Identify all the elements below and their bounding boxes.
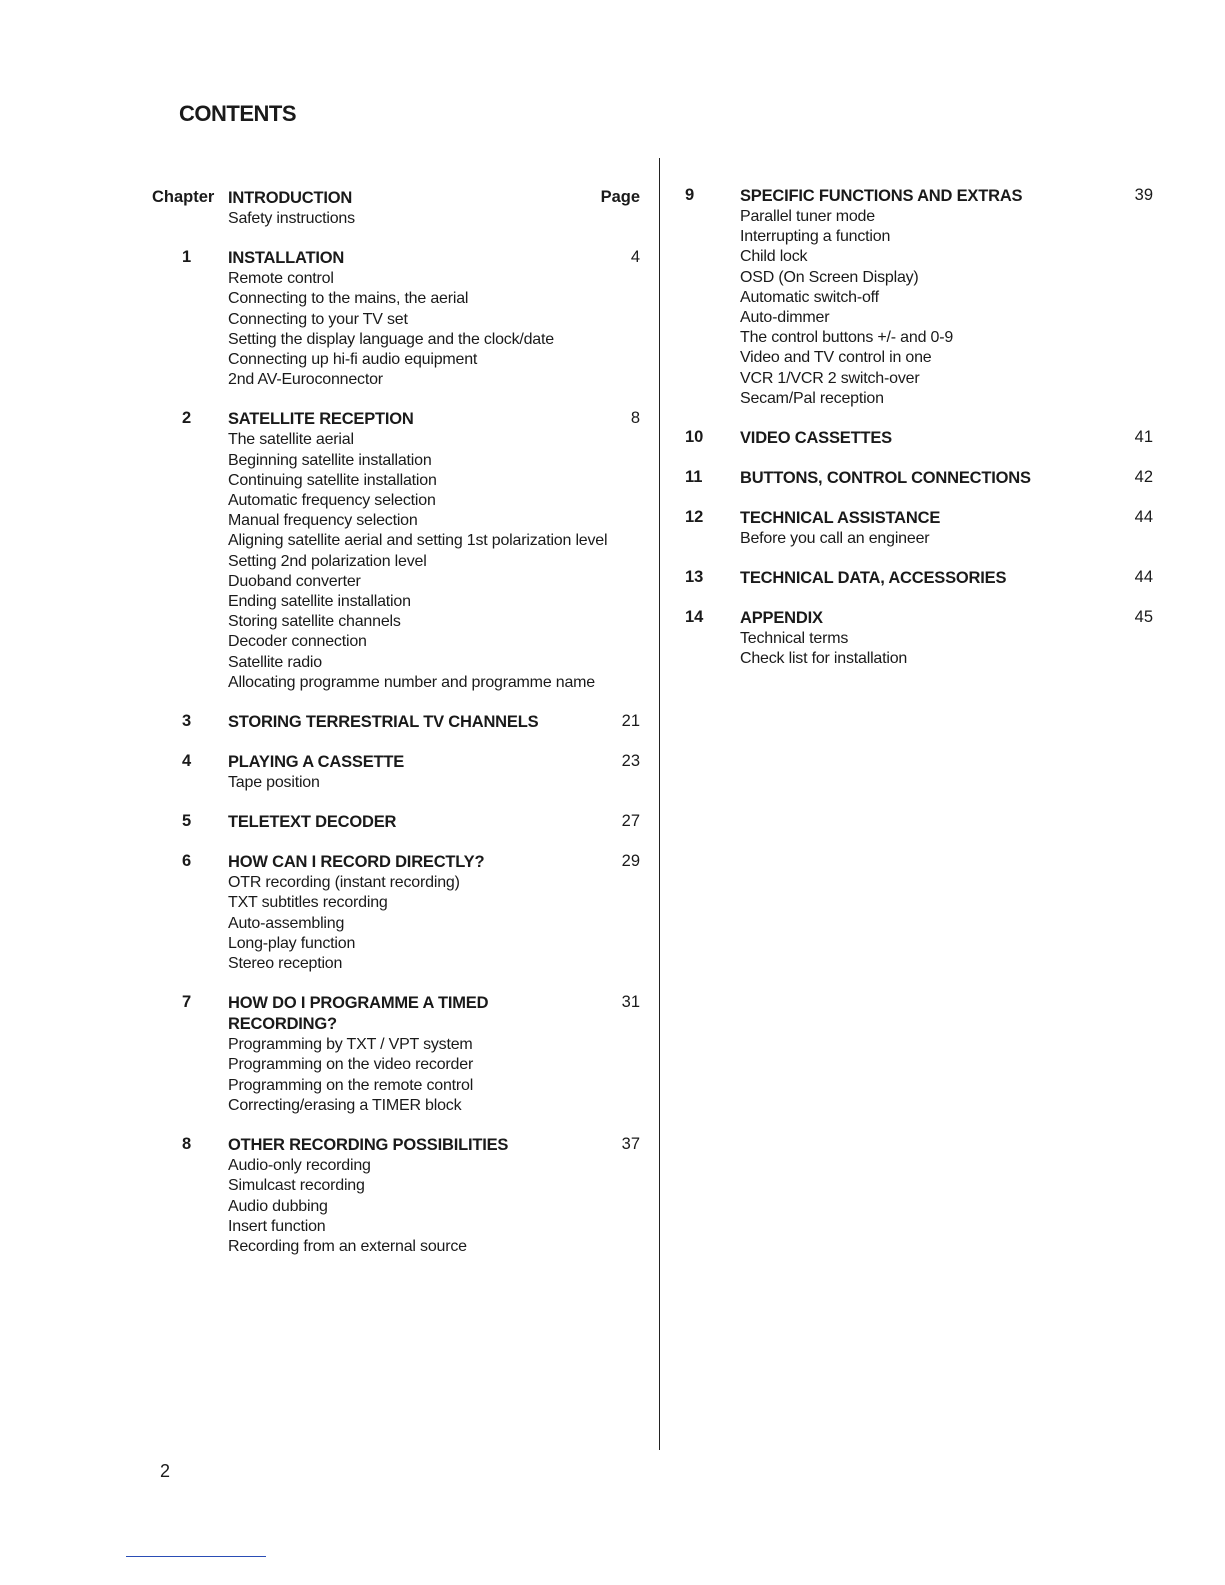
subsection-item[interactable]: Stereo reception (228, 955, 343, 973)
chapter-title[interactable]: TECHNICAL ASSISTANCE (740, 509, 941, 528)
chapter-title[interactable]: INTRODUCTION (228, 189, 353, 207)
chapter-page-number: 4 (630, 248, 640, 267)
toc-chapter (660, 468, 1225, 489)
chapter-page-number: 39 (1134, 186, 1153, 204)
chapter-number: 4 (182, 752, 192, 771)
chapter-number: 5 (182, 812, 192, 831)
chapter-heading-row (660, 186, 1225, 207)
subsection-item[interactable]: Connecting up hi-fi audio equipment (228, 351, 478, 369)
chapter-heading-row (0, 1135, 660, 1156)
chapter-title[interactable]: TECHNICAL DATA, ACCESSORIES (740, 569, 1007, 588)
subsection-item[interactable]: Automatic frequency selection (228, 492, 436, 510)
subsection-item[interactable]: TXT subtitles recording (228, 894, 388, 912)
chapter-heading-row (0, 409, 660, 430)
subsection-list (228, 209, 660, 229)
chapter-number: 2 (182, 409, 192, 428)
toc-chapter (660, 186, 1225, 409)
chapter-title[interactable]: PLAYING A CASSETTE (228, 753, 405, 772)
chapter-heading-row (0, 752, 660, 773)
chapter-page-number: 27 (621, 812, 640, 831)
subsection-item[interactable]: Setting the display language and the clock/date (228, 330, 554, 348)
subsection-item[interactable]: Ending satellite installation (228, 593, 411, 611)
toc-chapter (0, 1135, 660, 1257)
toc-right-column (660, 186, 1225, 689)
toc-chapter (0, 248, 660, 390)
chapter-number: 14 (685, 608, 704, 627)
subsection-item[interactable]: Aligning satellite aerial and setting 1st polarization level (228, 532, 608, 550)
toc-chapter (660, 608, 1225, 669)
subsection-item[interactable]: Auto-dimmer (740, 309, 830, 327)
chapter-title[interactable]: APPENDIX (740, 609, 823, 628)
chapter-title[interactable]: TELETEXT DECODER (228, 813, 397, 832)
subsection-item[interactable]: Long-play function (228, 934, 356, 952)
subsection-item[interactable]: Programming on the remote control (228, 1076, 474, 1094)
subsection-item[interactable]: OTR recording (instant recording) (228, 874, 460, 892)
chapter-heading-row (0, 712, 660, 733)
subsection-item[interactable]: Tape position (228, 774, 320, 792)
subsection-item[interactable]: Allocating programme number and programme name (228, 673, 595, 691)
subsection-item[interactable]: Connecting to your TV set (228, 310, 408, 328)
subsection-item[interactable]: Programming by TXT / VPT system (228, 1036, 473, 1054)
subsection-item[interactable]: Storing satellite channels (228, 613, 401, 631)
subsection-item[interactable]: Technical terms (740, 630, 849, 648)
subsection-list (740, 207, 1225, 409)
toc-chapter (0, 712, 660, 733)
chapter-title[interactable]: HOW DO I PROGRAMME A TIMED RECORDING? (228, 994, 489, 1034)
subsection-item[interactable]: Continuing satellite installation (228, 471, 437, 489)
chapter-title[interactable]: OTHER RECORDING POSSIBILITIES (228, 1136, 509, 1155)
chapter-number: 9 (685, 186, 695, 204)
chapter-heading-row (0, 812, 660, 833)
subsection-item[interactable]: Audio-only recording (228, 1157, 371, 1175)
toc-chapter (0, 993, 660, 1116)
chapter-page-number: 23 (621, 752, 640, 771)
chapter-title[interactable]: INSTALLATION (228, 249, 345, 268)
subsection-item[interactable]: Programming on the video recorder (228, 1056, 474, 1074)
subsection-list (228, 430, 660, 693)
chapter-page-number: 45 (1134, 608, 1153, 627)
subsection-item[interactable]: Insert function (228, 1217, 326, 1235)
chapter-number: 8 (182, 1135, 192, 1154)
subsection-list (228, 1035, 660, 1116)
chapter-heading-row (0, 852, 660, 873)
toc-chapter (660, 428, 1225, 449)
toc-chapter (0, 752, 660, 793)
chapter-heading-row (660, 608, 1225, 629)
toc-chapter (0, 812, 660, 833)
subsection-item[interactable]: Audio dubbing (228, 1197, 328, 1215)
subsection-item[interactable]: Duoband converter (228, 572, 361, 590)
chapter-page-number: 21 (621, 712, 640, 731)
subsection-item[interactable]: Beginning satellite installation (228, 451, 432, 469)
chapter-number: 13 (685, 568, 704, 587)
page-title: CONTENTS (179, 101, 296, 126)
toc-chapter (0, 852, 660, 974)
subsection-item[interactable]: Parallel tuner mode (740, 208, 875, 225)
chapter-number: 11 (685, 468, 703, 487)
chapter-page-number: 8 (630, 409, 640, 428)
chapter-number: 1 (182, 248, 192, 267)
subsection-item[interactable]: Check list for installation (740, 650, 908, 668)
chapter-title[interactable]: SATELLITE RECEPTION (228, 410, 414, 429)
subsection-item[interactable]: Recording from an external source (228, 1237, 467, 1255)
chapter-title[interactable]: SPECIFIC FUNCTIONS AND EXTRAS (740, 187, 1023, 205)
subsection-item[interactable]: Automatic switch-off (740, 288, 879, 306)
chapter-title[interactable]: STORING TERRESTRIAL TV CHANNELS (228, 713, 539, 732)
chapter-number: 6 (182, 852, 192, 871)
chapter-page-number: 31 (621, 993, 640, 1012)
chapter-number: 12 (685, 508, 704, 527)
subsection-item[interactable]: Manual frequency selection (228, 512, 418, 530)
subsection-item[interactable]: Remote control (228, 270, 334, 288)
chapter-heading-row (0, 248, 660, 269)
chapter-page-number: 37 (621, 1135, 640, 1154)
subsection-list (228, 1156, 660, 1257)
subsection-list (228, 873, 660, 974)
toc-chapter (660, 508, 1225, 549)
subsection-item[interactable]: Setting 2nd polarization level (228, 552, 427, 570)
chapter-page-number: 41 (1134, 428, 1153, 447)
subsection-item[interactable]: The satellite aerial (228, 431, 354, 449)
subsection-list (740, 529, 1225, 549)
subsection-item[interactable]: The control buttons +/- and 0-9 (740, 329, 954, 347)
chapter-heading-row (0, 993, 660, 1035)
chapter-title[interactable]: VIDEO CASSETTES (740, 429, 892, 448)
chapter-number: 10 (685, 428, 704, 447)
page-number: 2 (160, 1461, 171, 1481)
subsection-item[interactable]: Before you call an engineer (740, 530, 930, 548)
toc-left-column (0, 188, 660, 1276)
scan-artifact-line (126, 1556, 266, 1557)
subsection-item[interactable]: Satellite radio (228, 653, 322, 671)
subsection-item[interactable]: Correcting/erasing a TIMER block (228, 1096, 462, 1114)
chapter-number: 3 (182, 712, 192, 731)
page-column-label: Page (600, 188, 640, 206)
subsection-list (228, 269, 660, 390)
subsection-item[interactable]: Child lock (740, 248, 808, 266)
subsection-list (228, 773, 660, 793)
chapter-page-number: 42 (1134, 468, 1153, 487)
subsection-item[interactable]: Secam/Pal reception (740, 389, 884, 407)
toc-chapter (0, 409, 660, 693)
chapter-heading-row (0, 188, 660, 209)
subsection-list (740, 629, 1225, 669)
subsection-item[interactable]: OSD (On Screen Display) (740, 268, 919, 286)
chapter-number: 7 (182, 993, 192, 1012)
toc-chapter (0, 188, 660, 229)
chapter-column-label: Chapter (152, 188, 215, 206)
toc-chapter (660, 568, 1225, 589)
subsection-item[interactable]: Video and TV control in one (740, 349, 932, 367)
subsection-item[interactable]: Auto-assembling (228, 914, 345, 932)
chapter-title[interactable]: BUTTONS, CONTROL CONNECTIONS (740, 469, 1031, 488)
subsection-item[interactable]: 2nd AV-Euroconnector (228, 371, 383, 389)
chapter-title[interactable]: HOW CAN I RECORD DIRECTLY? (228, 853, 485, 872)
chapter-heading-row (660, 568, 1225, 589)
subsection-item[interactable]: Connecting to the mains, the aerial (228, 290, 469, 308)
chapter-heading-row (660, 508, 1225, 529)
subsection-item[interactable]: Decoder connection (228, 633, 367, 651)
subsection-item[interactable]: Simulcast recording (228, 1177, 365, 1195)
chapter-heading-row (660, 468, 1225, 489)
chapter-page-number: 44 (1134, 508, 1153, 527)
chapter-heading-row (660, 428, 1225, 449)
subsection-item[interactable]: Interrupting a function (740, 228, 891, 246)
subsection-item[interactable]: VCR 1/VCR 2 switch-over (740, 369, 920, 387)
subsection-item[interactable]: Safety instructions (228, 210, 355, 227)
chapter-page-number: 29 (621, 852, 640, 871)
chapter-page-number: 44 (1134, 568, 1153, 587)
